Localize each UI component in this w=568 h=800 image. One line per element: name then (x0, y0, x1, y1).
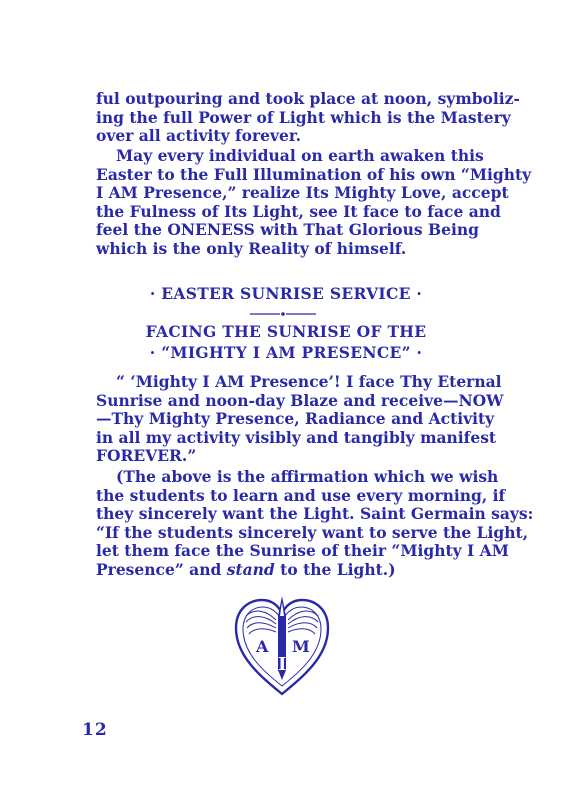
emphasis-text: stand (226, 559, 275, 579)
affirmation-paragraph (96, 372, 504, 466)
paragraph-easter (96, 146, 532, 259)
emblem-letter-i: I (278, 654, 287, 675)
text-line: Sunrise and noon-day Blaze and receive—NOW (96, 390, 504, 410)
text-line: (The above is the affirmation which we wish (116, 467, 499, 486)
text-line: the students to learn and use every morning, if (96, 485, 506, 505)
text-fragment: Presence” and (96, 559, 222, 579)
text-line: ful outpouring and took place at noon, symboliz- (96, 89, 520, 108)
subtitle-line-1: FACING THE SUNRISE OF THE (145, 322, 427, 341)
text-line: over all activity forever. (96, 126, 302, 146)
text-line: Easter to the Full Illumination of his own “Mighty (96, 164, 532, 184)
text-fragment: to the Light.) (280, 559, 396, 579)
page-number: 12 (82, 720, 108, 740)
text-line: I AM Presence,” realize Its Mighty Love, accept (96, 183, 509, 203)
text-line: they sincerely want the Light. Saint Germain says: (96, 504, 534, 524)
text-line (96, 561, 476, 580)
emblem-letter-a: A (256, 637, 269, 656)
text-line: let them face the Sunrise of their “Mighty I AM (96, 541, 509, 561)
text-line: in all my activity visibly and tangibly manifest (96, 427, 497, 447)
ornament-divider (248, 311, 318, 317)
text-line: “ ‘Mighty I AM Presence’! I face Thy Eternal (116, 372, 502, 391)
paragraph-continuation (96, 89, 520, 146)
emblem-letter-m: M (292, 637, 310, 656)
text-line: —Thy Mighty Presence, Radiance and Activity (96, 409, 495, 429)
text-line: “If the students sincerely want to serve the Light, (96, 522, 529, 542)
text-line: the Fulness of Its Light, see It face to face and (96, 201, 501, 221)
section-title: · EASTER SUNRISE SERVICE · (149, 284, 423, 303)
note-paragraph (96, 467, 534, 580)
text-line: FOREVER.” (96, 446, 197, 466)
subtitle-line-2: · “MIGHTY I AM PRESENCE” · (149, 343, 423, 362)
text-line: which is the only Reality of himself. (96, 238, 407, 258)
text-line: ing the full Power of Light which is the Mastery (96, 107, 511, 127)
text-line: May every individual on earth awaken this (116, 146, 484, 165)
text-line: feel the ONENESS with That Glorious Being (96, 220, 479, 240)
winged-heart-emblem-icon (232, 590, 332, 698)
